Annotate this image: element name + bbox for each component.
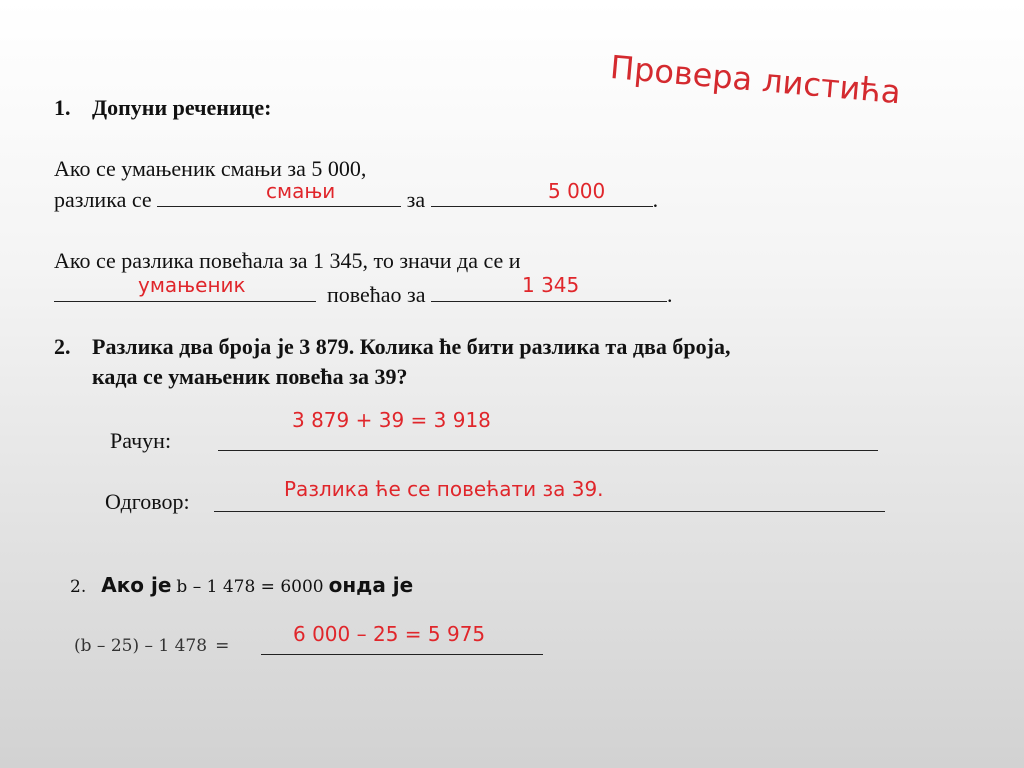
calc-line xyxy=(218,450,878,451)
sentence1-line1: Ако се умањеник смањи за 5 000, xyxy=(54,156,367,181)
blank-line-3 xyxy=(54,301,316,302)
calc-answer: 3 879 + 39 = 3 918 xyxy=(292,408,491,432)
section3-expression-row xyxy=(74,636,229,656)
section2-number: 2. xyxy=(54,334,71,359)
section3-equation: b – 1 478 = 6000 xyxy=(176,577,324,597)
sentence2-line1: Ако се разлика повећала за 1 345, то значи да се и xyxy=(54,248,521,273)
reply-line xyxy=(214,511,885,512)
question-line1: Разлика два броја је 3 879. Колика ће бити разлика та два броја, xyxy=(92,334,731,359)
blank-line-1 xyxy=(157,206,401,207)
answer-4: 1 345 xyxy=(522,273,580,297)
section3-lead: Ако је xyxy=(101,573,172,597)
reply-label: Одговор: xyxy=(105,489,190,514)
blank-line-4 xyxy=(431,301,667,302)
section3-expression: (b – 25) – 1 478 xyxy=(74,636,208,656)
section3-equals: = xyxy=(215,636,230,656)
section3-line xyxy=(70,573,413,598)
section1-heading: Допуни реченице: xyxy=(92,95,272,120)
slide-title: Провера листића xyxy=(608,48,903,112)
section3-number: 2. xyxy=(70,577,87,597)
sentence2-word: повећао за xyxy=(327,282,426,307)
reply-answer: Разлика ће се повећати за 39. xyxy=(284,477,604,501)
sentence2-end: . xyxy=(667,282,673,307)
calc-label: Рачун: xyxy=(110,428,172,453)
sentence1-word2: за xyxy=(406,187,426,212)
answer-3: умањеник xyxy=(138,273,246,297)
sentence1-word1: разлика се xyxy=(54,187,152,212)
sentence1-end: . xyxy=(652,187,659,212)
section1-number: 1. xyxy=(54,95,71,120)
answer-1: смањи xyxy=(266,179,336,203)
answer-2: 5 000 xyxy=(548,179,606,203)
section3-answer: 6 000 – 25 = 5 975 xyxy=(293,622,486,646)
blank-line-2 xyxy=(431,206,653,207)
question-line2: када се умањеник повећа за 39? xyxy=(92,364,408,389)
section3-tail: онда је xyxy=(328,573,414,597)
section3-line-blank xyxy=(261,654,543,655)
